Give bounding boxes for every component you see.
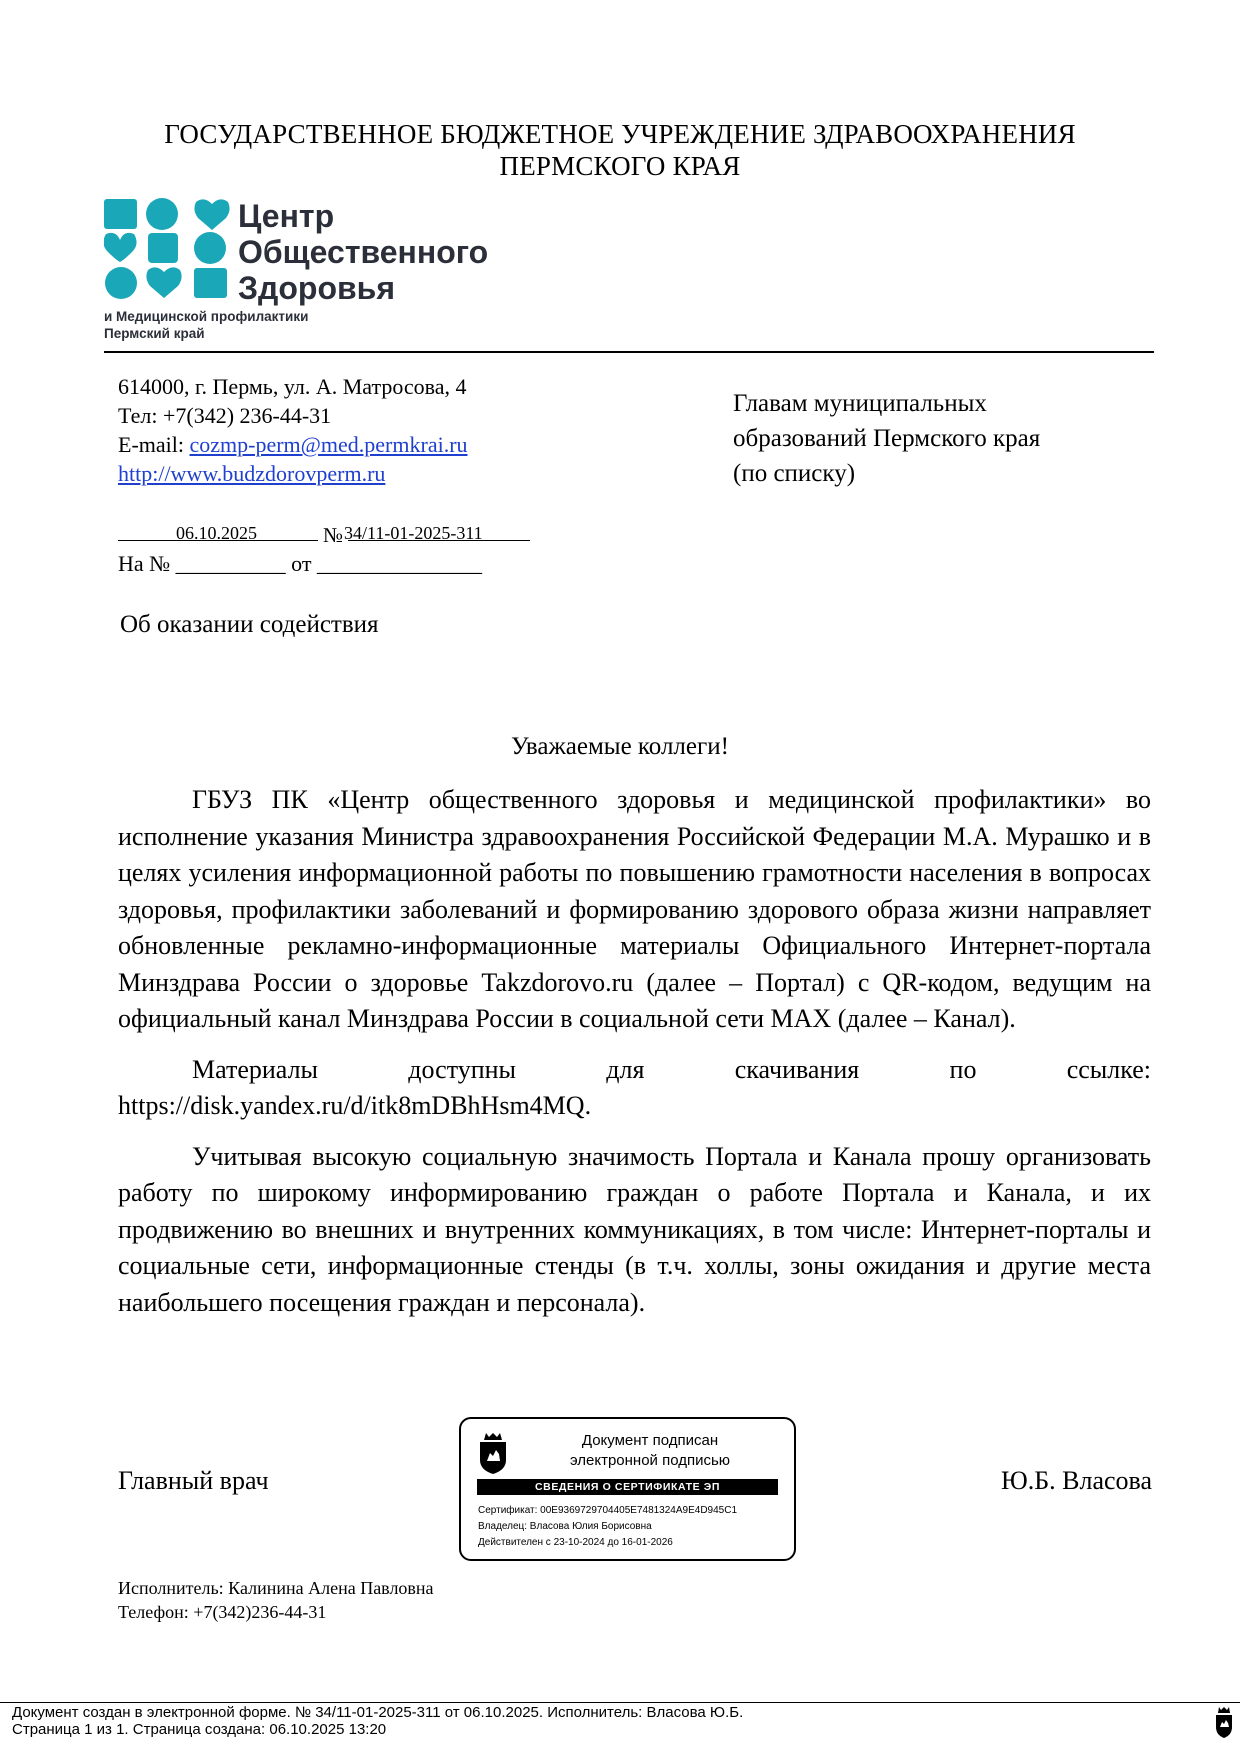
- sender-email-row: [118, 430, 468, 459]
- logo-subtitle-line1: и Медицинской профилактики: [104, 309, 309, 324]
- logo-mark-icon: [104, 196, 230, 300]
- footer-emblem-icon: [1214, 1701, 1234, 1747]
- body-paragraph-3: Учитывая высокую социальную значимость Портала и Канала прошу организовать работу по широкому информированию граждан о работе Портала и Канала, и их продвижению во внешних и внутренних коммуникациях, в том числе: Интернет-порталы и социальные сети, информационные стенды (в т.ч. холлы, зоны ожидания и другие места наибольшего посещения граждан и персонала).: [118, 1141, 1151, 1317]
- performer-info: [118, 1576, 434, 1624]
- signer-name: Ю.Б. Власова: [1000, 1466, 1152, 1495]
- body-paragraph-1: ГБУЗ ПК «Центр общественного здоровья и медицинской профилактики» во исполнение указания Министра здравоохранения Российской Федерации М.А. Мурашко и в целях усиления информационной работы по повышению грамотности населения в вопросах здоровья, профилактики заболеваний и формированию здорового образа жизни направляет обновленные рекламно-информационные материалы Официального Интернет-портала Минздрава России о здоровье Takzdorovo.ru (далее – Портал) с QR-кодом, ведущим на официальный канал Минздрава России в социальной сети MAX (далее – Канал).: [118, 785, 1151, 1033]
- org-title-line2: ПЕРМСКОГО КРАЯ: [499, 151, 741, 181]
- coat-of-arms-icon: [477, 1431, 509, 1475]
- logo-subtitle: [104, 308, 308, 342]
- certificate-number: Сертификат: 00E9369729704405E7481324A9E4D945C1: [478, 1505, 738, 1516]
- stamp-title-line2: электронной подписью: [569, 1452, 731, 1469]
- logo-name-line3: Здоровья: [238, 270, 396, 306]
- logo-name-line1: Центр: [238, 198, 335, 234]
- header-divider: [104, 351, 1154, 353]
- addressee-block: [733, 386, 1153, 491]
- addressee-line3: (по списку): [733, 460, 856, 487]
- certificate-owner: Владелец: Власова Юлия Борисовна: [478, 1521, 652, 1532]
- download-link[interactable]: https://disk.yandex.ru/d/itk8mDBhHsm4MQ.: [118, 1091, 592, 1120]
- email-link[interactable]: cozmp-perm@med.permkrai.ru: [189, 432, 468, 457]
- letter-greeting: Уважаемые коллеги!: [511, 733, 729, 760]
- certificate-info-bar: СВЕДЕНИЯ О СЕРТИФИКАТЕ ЭП: [477, 1479, 778, 1495]
- logo-subtitle-line2: Пермский край: [104, 326, 205, 341]
- registration-number-label: №: [323, 523, 344, 547]
- body-paragraph-2: [118, 1052, 1151, 1089]
- page-footer: [12, 1704, 743, 1738]
- stamp-title: [525, 1431, 775, 1471]
- organization-title: [80, 118, 1160, 182]
- electronic-signature-stamp: [459, 1417, 796, 1561]
- registration-date: 06.10.2025: [176, 523, 257, 543]
- sender-website-row: [118, 459, 468, 488]
- footer-line2: Страница 1 из 1. Страница создана: 06.10.2025 13:20: [12, 1721, 387, 1738]
- download-text: Материалы доступны для скачивания по ссылке:: [192, 1054, 1151, 1084]
- reference-line: На № __________ от _______________: [118, 551, 482, 576]
- performer-name: Исполнитель: Калинина Алена Павловна: [118, 1578, 434, 1598]
- website-link[interactable]: http://www.budzdorovperm.ru: [118, 461, 386, 486]
- sender-phone: Тел: +7(342) 236-44-31: [118, 403, 332, 428]
- registration-number: 34/11-01-2025-311: [344, 523, 483, 543]
- certificate-details: [478, 1503, 737, 1551]
- logo-name-line2: Общественного: [238, 234, 489, 270]
- letter-subject: Об оказании содействия: [120, 611, 379, 638]
- certificate-validity: Действителен с 23-10-2024 до 16-01-2026: [478, 1537, 673, 1548]
- addressee-line2: образований Пермского края: [733, 425, 1041, 452]
- addressee-line1: Главам муниципальных: [733, 390, 987, 417]
- org-title-line1: ГОСУДАРСТВЕННОЕ БЮДЖЕТНОЕ УЧРЕЖДЕНИЕ ЗДРАВООХРАНЕНИЯ: [164, 119, 1076, 149]
- footer-line1: Документ создан в электронной форме. № 34/11-01-2025-311 от 06.10.2025. Исполнитель: Власова Ю.Б.: [12, 1704, 744, 1721]
- logo-wordmark: [238, 198, 488, 306]
- stamp-title-line1: Документ подписан: [581, 1432, 719, 1449]
- sender-contacts: [118, 372, 468, 488]
- sender-address: 614000, г. Пермь, ул. А. Матросова, 4: [118, 374, 467, 399]
- signer-position: Главный врач: [118, 1466, 269, 1495]
- email-label: E-mail:: [118, 432, 190, 457]
- organization-logo: [104, 196, 534, 348]
- footer-divider: [0, 1702, 1240, 1703]
- performer-phone: Телефон: +7(342)236-44-31: [118, 1602, 327, 1622]
- letter-body: [118, 782, 1151, 1335]
